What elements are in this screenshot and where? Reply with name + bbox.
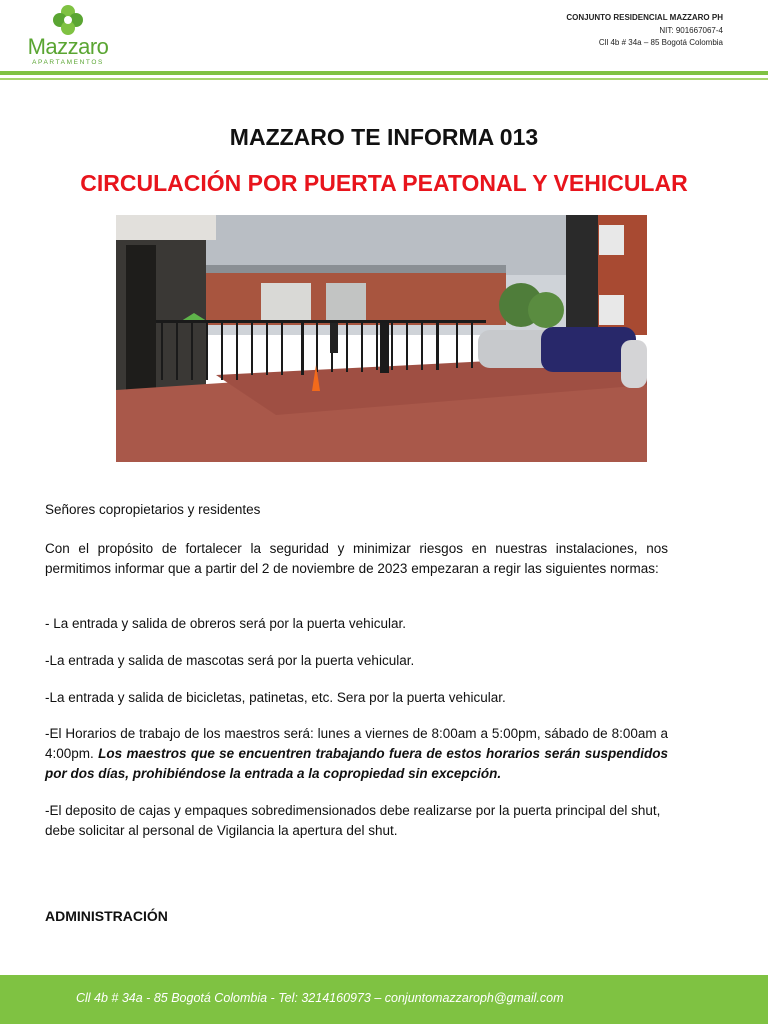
company-info: [566, 12, 723, 50]
footer-bar: [0, 975, 768, 1024]
company-address: Cll 4b # 34a – 85 Bogotá Colombia: [598, 38, 723, 47]
intro-paragraph: Con el propósito de fortalecer la seguridad y minimizar riesgos en nuestras instalaciones, nos permitimos informar que a partir del 2 de noviembre de 2023 empezaran a regir las siguientes normas:: [45, 541, 668, 576]
company-nit: NIT: 901667067-4: [659, 25, 723, 35]
signature: ADMINISTRACIÓN: [45, 908, 168, 924]
brand-logo: [22, 4, 114, 68]
rule-boxes: -El deposito de cajas y empaques sobredimensionados debe realizarse por la puerta principal del shut, debe solicitar al personal de Vigilancia la apertura del shut.: [45, 803, 661, 838]
page-title: MAZZARO TE INFORMA 013: [229, 124, 539, 150]
rule-pets: -La entrada y salida de mascotas será por la puerta vehicular.: [45, 653, 415, 668]
rule-work-hours: [45, 724, 668, 784]
page-subtitle: CIRCULACIÓN POR PUERTA PEATONAL Y VEHICULAR: [80, 170, 688, 196]
company-name: CONJUNTO RESIDENCIAL MAZZARO PH: [566, 13, 723, 22]
entrance-photo: [116, 215, 647, 462]
rule-bicycles: -La entrada y salida de bicicletas, patinetas, etc. Sera por la puerta vehicular.: [45, 690, 506, 705]
logo-wordmark: Mazzaro: [27, 34, 109, 59]
footer-contact: Cll 4b # 34a - 85 Bogotá Colombia - Tel: 3214160973 – conjuntomazzaroph@gmail.com: [76, 991, 564, 1005]
header-divider: [0, 71, 768, 75]
rule-workers: - La entrada y salida de obreros será por la puerta vehicular.: [45, 616, 406, 631]
rule-work-hours-text: -El Horarios de trabajo de los maestros será: lunes a viernes de 8:00am a 5:00pm, sábado de 8:00am a 4:00pm.: [45, 726, 668, 761]
header-divider-thin: [0, 78, 768, 80]
logo-subtext: APARTAMENTOS: [32, 59, 104, 66]
greeting: Señores copropietarios y residentes: [45, 502, 261, 517]
rule-work-hours-warning: Los maestros que se encuentren trabajando fuera de estos horarios serán suspendidos por dos días, prohibiéndose la entrada a la copropiedad sin excepción.: [45, 746, 668, 781]
flower-logo-icon: [52, 4, 84, 36]
